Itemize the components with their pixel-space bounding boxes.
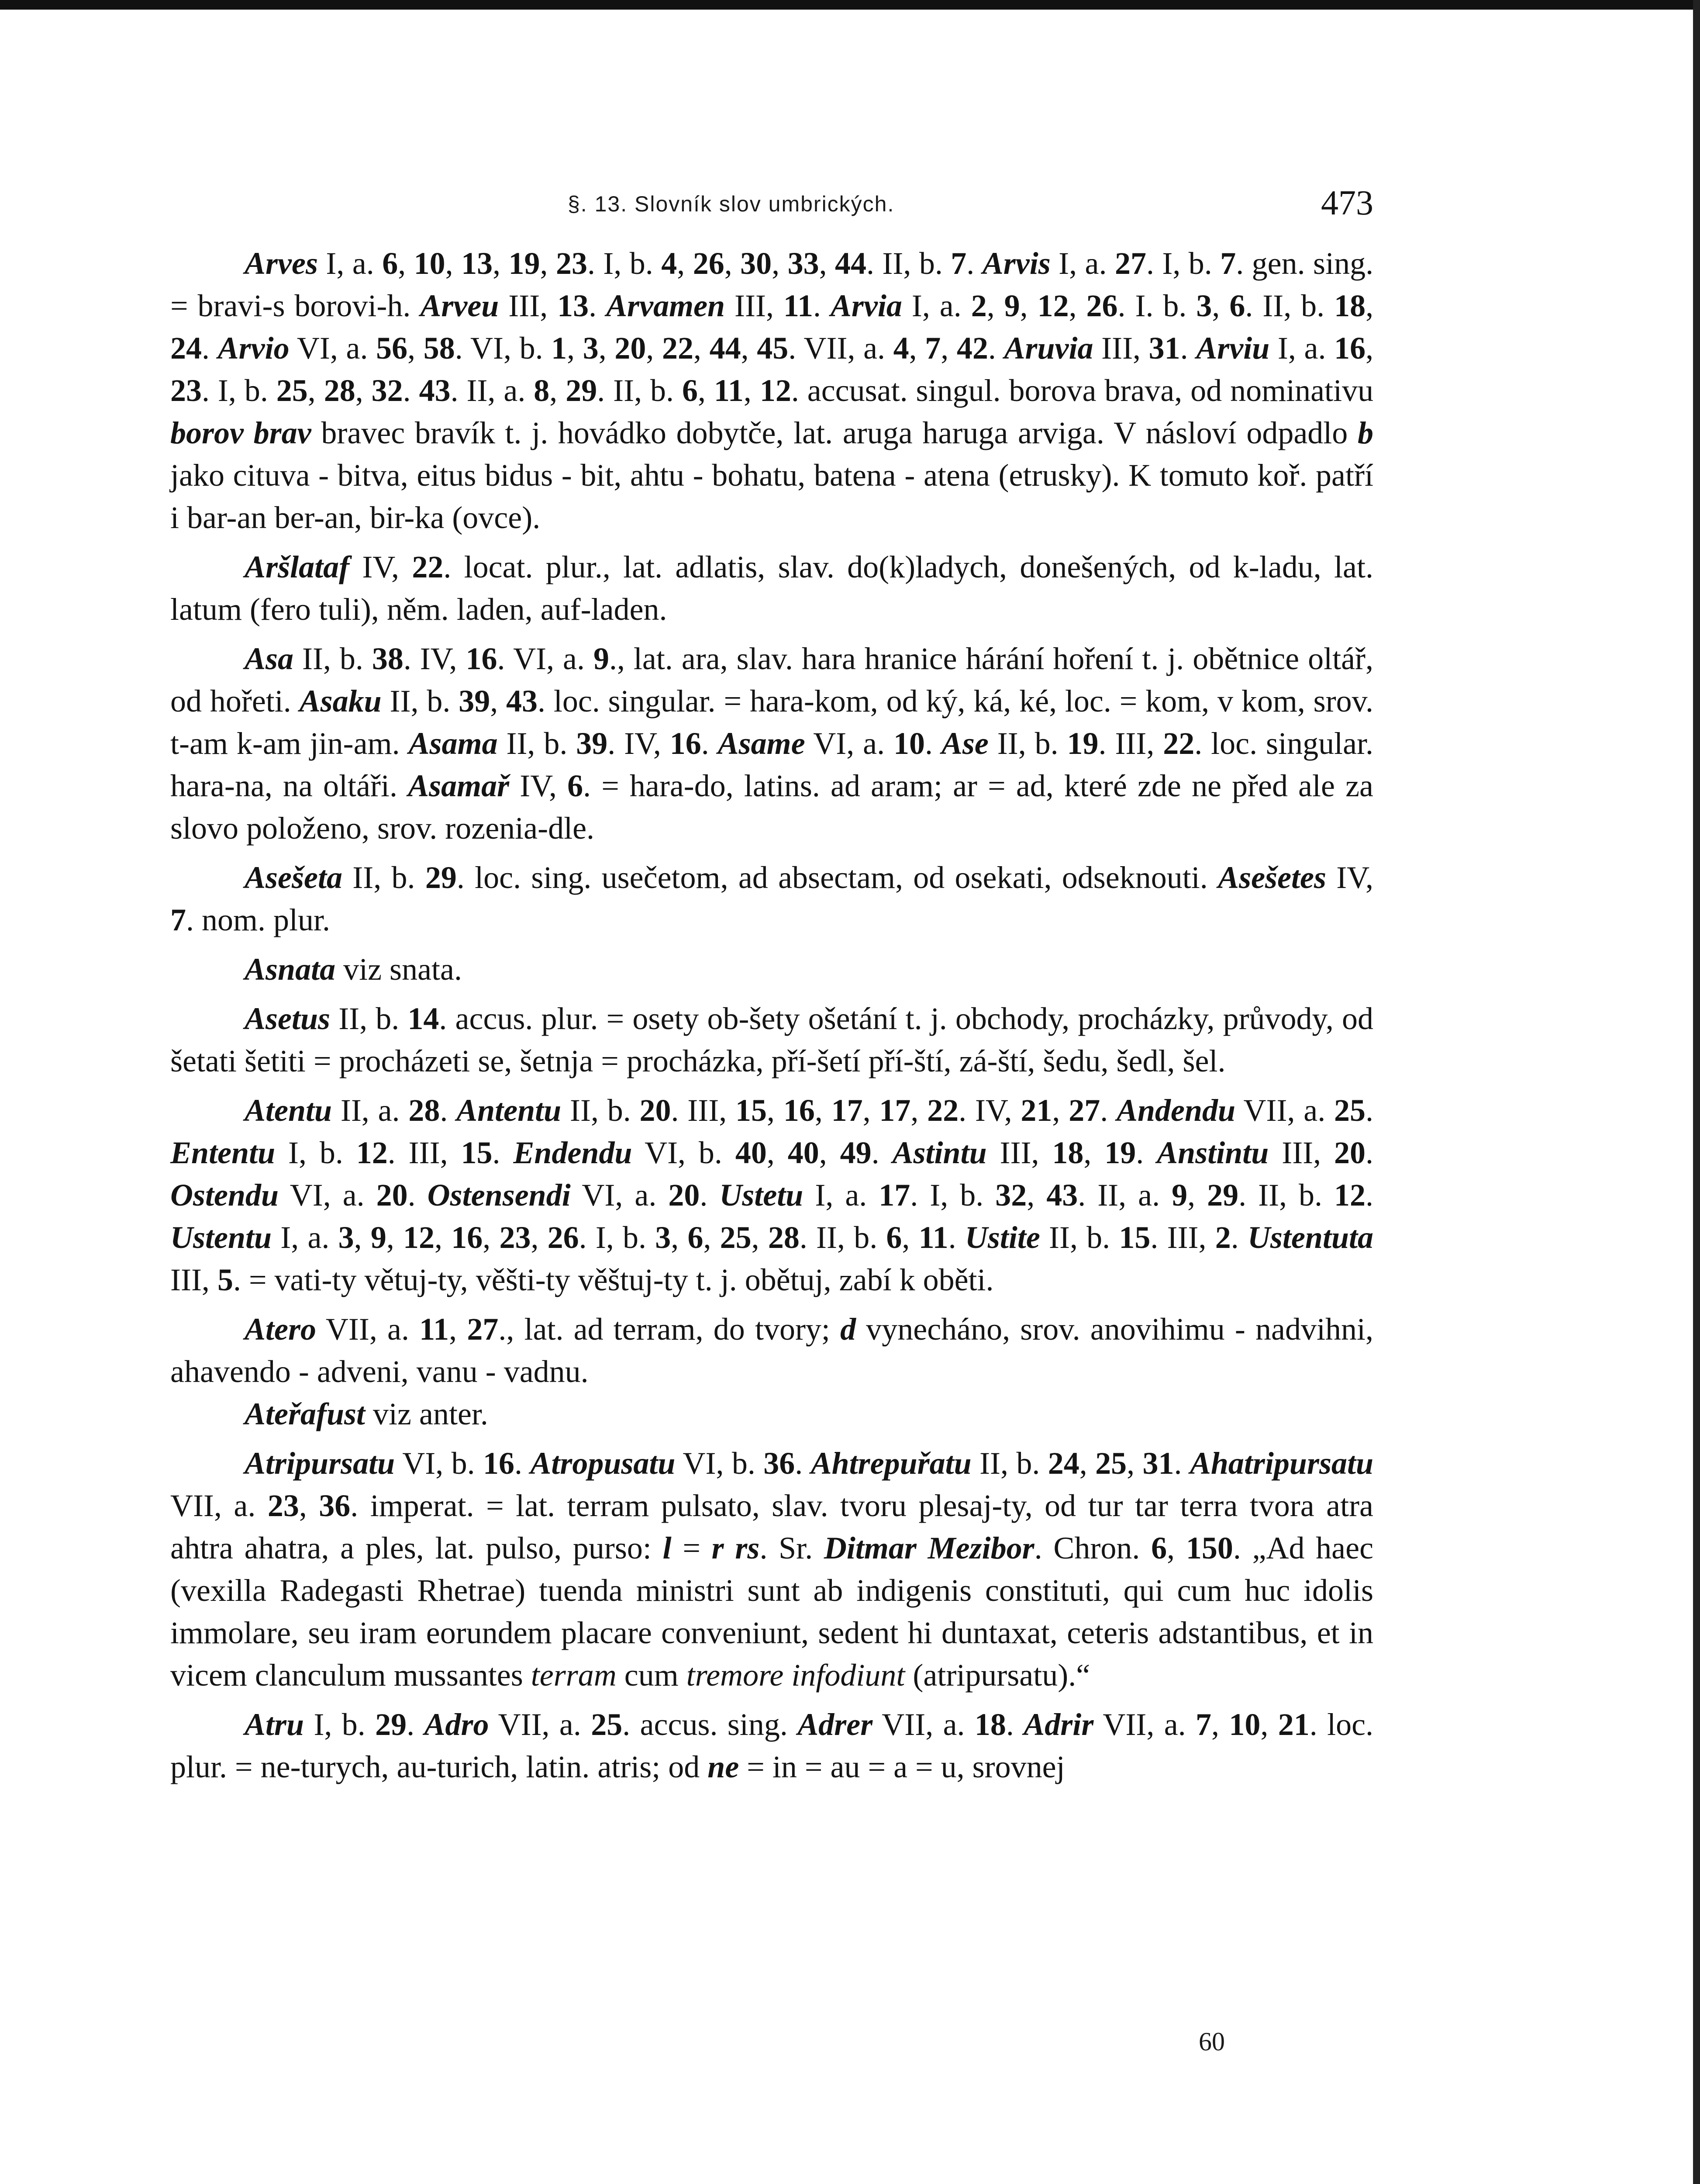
entry-arves: Arves I, a. 6, 10, 13, 19, 23. I, b. 4, 26, 30, 33, 44. II, b. 7. Arvis I, a. 27. I, b. 7. gen. sing. = bravi-s borovi-h. Arveu III, 13. Arvamen III, 11. Arvia I, a. 2, 9, 12, 26. I. b. 3, 6. II, b. 18, 24. Arvio VI, a. 56, 58. VI, b. 1, 3, 20, 22, 44, 45. VII, a. 4, 7, 42. Aruvia III, 31. Arviu I, a. 16, 23. I, b. 25, 28, 32. 43. II, a. 8, 29. II, b. 6, 11, 12. accusat. singul. borova brava, od nominativu borov brav bravec bravík t. j. hovádko dobytče, lat. aruga haruga arviga. V násloví odpadlo b jako cituva - bitva, eitus bidus - bit, ahtu - bohatu, batena - atena (etrusky). K tomuto koř. patří i bar-an ber-an, bir-ka (ovce). [170,246,1374,535]
entry-aterafust: Ateřafust viz anter. [245,1396,488,1431]
entry-atru: Atru I, b. 29. Adro VII, a. 25. accus. sing. Adrer VII, a. 18. Adrir VII, a. 7, 10, 21. loc. plur. = ne-turych, au-turich, latin. atris; od ne = in = au = a = u, srovnej [170,1707,1374,1784]
running-title: §. 13. Slovník slov umbrických. [568,192,895,216]
signature-mark: 60 [1199,2027,1225,2056]
entry-atentu: Atentu II, a. 28. Antentu II, b. 20. III, 15, 16, 17, 17, 22. IV, 21, 27. Andendu VII, a. 25. Ententu I, b. 12. III, 15. Endendu VI, b. 40, 40, 49. Astintu III, 18, 19. Anstintu III, 20. Ostendu VI, a. 20. Ostensendi VI, a. 20. Ustetu I, a. 17. I, b. 32, 43. II, a. 9, 29. II, b. 12. Ustentu I, a. 3, 9, 12, 16, 23, 26. I, b. 3, 6, 25, 28. II, b. 6, 11. Ustite II, b. 15. III, 2. Ustentuta III, 5. = vati-ty větuj-ty, věšti-ty věštuj-ty t. j. obětuj, zabí k oběti. [170,1093,1374,1297]
entry-atripursatu: Atripursatu VI, b. 16. Atropusatu VI, b. 36. Ahtrepuřatu II, b. 24, 25, 31. Ahatripursatu VII, a. 23, 36. imperat. = lat. terram pulsato, slav. tvoru plesaj-ty, od tur tar terra tvora atra ahtra ahatra, a ples, lat. pulso, purso: l = r rs. Sr. Ditmar Mezibor. Chron. 6, 150. „Ad haec (vexilla Radegasti Rhetrae) tuenda ministri sunt ab indigenis constituti, qui cum huc idolis immolare, seu iram eorundem placare conveniunt, sedent hi duntaxat, ceteris adstantibus, et in vicem clanculum mussantes terram cum tremore infodiunt (atripursatu).“ [170,1446,1374,1693]
entry-atero: Atero VII, a. 11, 27., lat. ad terram, do tvory; d vynecháno, srov. anovihimu - nadvihni, ahavendo - adveni, vanu - vadnu. [170,1312,1374,1389]
entry-aseseta: Asešeta II, b. 29. loc. sing. usečetom, ad absectam, od osekati, odseknouti. Asešetes IV, 7. nom. plur. [170,860,1373,937]
entry-arslataf: Aršlataf IV, 22. locat. plur., lat. adlatis, slav. do(k)ladych, donešených, od k-ladu, lat. latum (fero tuli), něm. laden, auf-laden. [170,549,1373,627]
entry-asa: Asa II, b. 38. IV, 16. VI, a. 9., lat. ara, slav. hara hranice hárání hoření t. j. obětnice oltář, od hořeti. Asaku II, b. 39, 43. loc. singular. = hara-kom, od ký, ká, ké, loc. = kom, v kom, srov. t-am k-am jin-am. Asama II, b. 39. IV, 16. Asame VI, a. 10. Ase II, b. 19. III, 22. loc. singular. hara-na, na oltáři. Asamař IV, 6. = hara-do, latins. ad aram; ar = ad, které zde ne před ale za slovo položeno, srov. rozenia-dle. [170,641,1374,846]
entry-asnata: Asnata viz snata. [245,952,462,987]
entry-asetus: Asetus II, b. 14. accus. plur. = osety ob-šety ošetání t. j. obchody, procházky, průvody, od šetati šetiti = procházeti se, šetnja = procházka, pří-šetí pří-ští, zá-ští, šedu, šedl, šel. [170,1001,1374,1078]
scan-top-edge [0,0,1700,10]
page-header [172,183,1373,232]
page-number: 473 [1321,184,1373,222]
scan-right-edge [1693,0,1700,2184]
dictionary-text [170,242,1373,1788]
